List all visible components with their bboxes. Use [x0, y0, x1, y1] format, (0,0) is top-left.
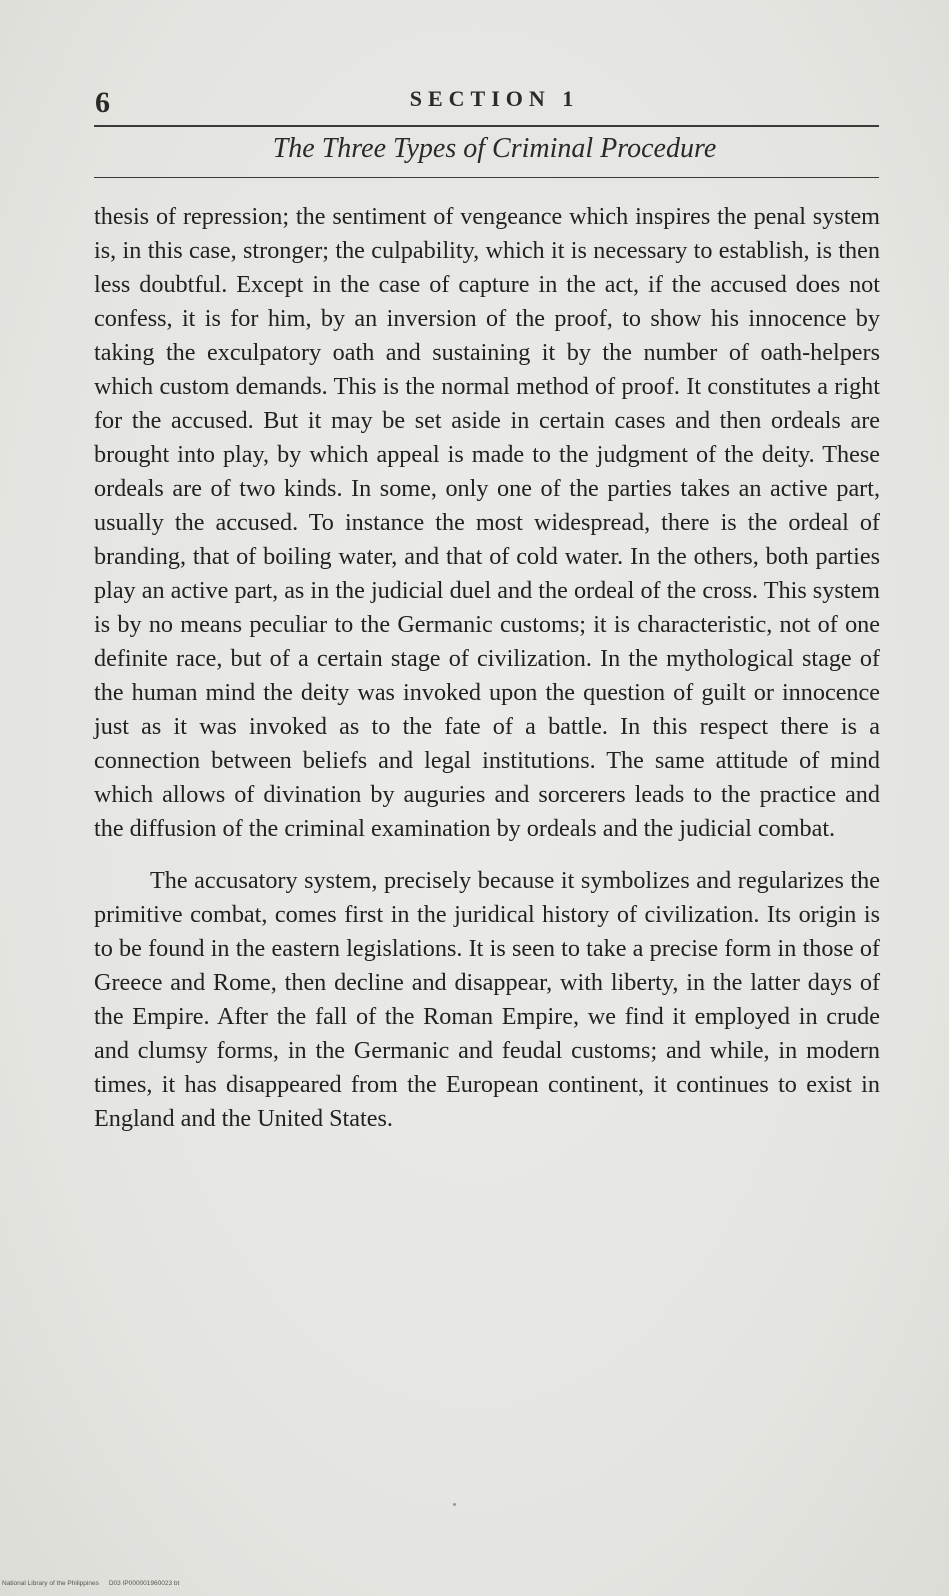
scan-id: D03 IP000001960023 bt	[108, 1580, 180, 1587]
chapter-title: The Three Types of Criminal Procedure	[272, 133, 717, 164]
header-rule-top	[94, 125, 879, 127]
header-rule-bottom	[94, 177, 879, 178]
paragraph-1: thesis of repression; the sentiment of vengeance which inspires the penal system is, in this case, stronger; the culpability, which it is necessary to establish, is then less doubtful. Except in the case of capture in the act, if the accused does not confess, it is for him, by an inversion of the proof, to show his innocence by taking the exculpatory oath and sustaining it by the number of oath-helpers which custom demands. This is the normal method of proof. It constitutes a right for the accused. But it may be set aside in certain cases and then ordeals are brought into play, by which appeal is made to the judgment of the deity. These ordeals are of two kinds. In some, only one of the parties takes an active part, usually the accused. To instance the most widespread, there is the ordeal of branding, that of boiling water, and that of cold water. In the others, both parties play an active part, as in the judicial duel and the ordeal of the cross. This system is by no means peculiar to the Germanic customs; it is characteristic, not of one definite race, but of a certain stage of civilization. In the mythological stage of the human mind the deity was invoked upon the question of guilt or innocence just as it was invoked as to the fate of a battle. In this respect there is a connection between beliefs and legal institutions. The same attitude of mind which allows of divination by auguries and sorcerers leads to the practice and the diffusion of the criminal examination by ordeals and the judicial combat.	[94, 203, 880, 842]
body-text	[94, 200, 880, 1136]
section-heading: SECTION 1	[409, 86, 580, 111]
paragraph-2: The accusatory system, precisely because it symbolizes and regularizes the primitive combat, comes first in the juridical history of civilization. Its origin is to be found in the eastern legislations. It is seen to take a precise form in those of Greece and Rome, then decline and disappear, with liberty, in the latter days of the Empire. After the fall of the Roman Empire, we find it employed in crude and clumsy forms, in the Germanic and feudal customs; and while, in modern times, it has disappeared from the European continent, it continues to exist in England and the United States.	[94, 867, 880, 1132]
page-number: 6	[95, 86, 110, 119]
paper-speck	[453, 1503, 456, 1506]
scan-footer	[2, 1580, 179, 1587]
library-credit: National Library of the Philippines	[2, 1580, 99, 1587]
